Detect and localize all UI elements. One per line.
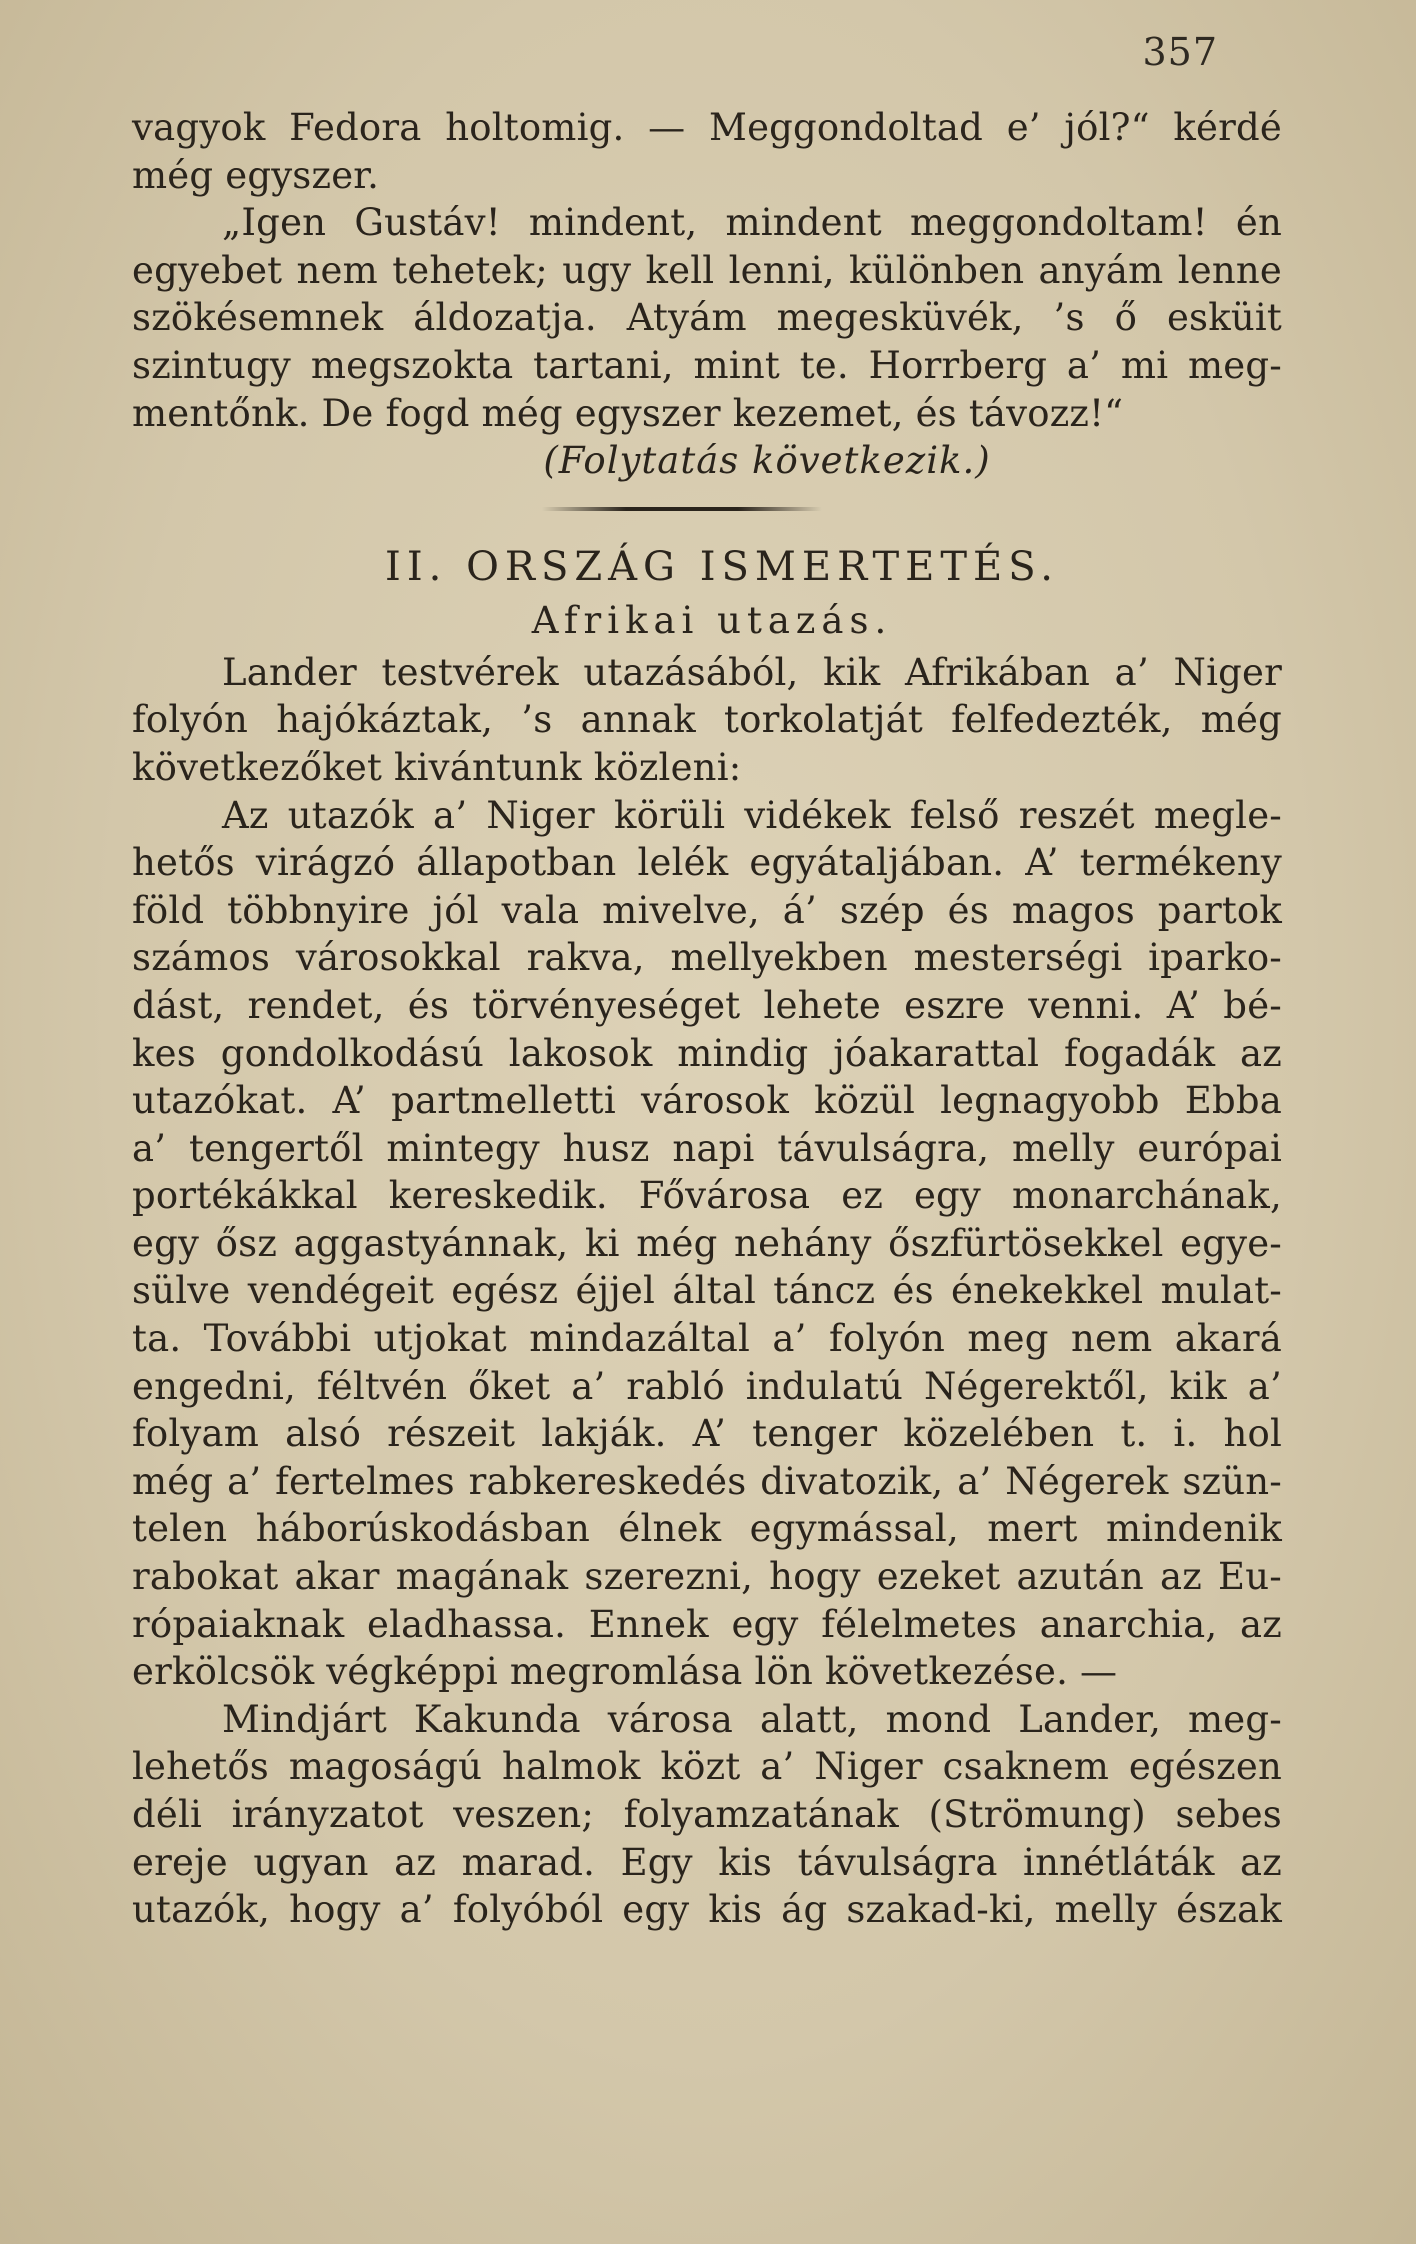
text-block — [132, 104, 1282, 1934]
text-line: „Igen Gustáv! mindent, mindent meggondoltam! én — [222, 201, 1282, 245]
text-line: egy ősz aggastyánnak, ki még nehány őszfürtösekkel egye- — [132, 1221, 1282, 1265]
text-line: egyebet nem tehetek; ugy kell lenni, különben anyám lenne — [132, 248, 1282, 292]
article-title: Afrikai utazás. — [531, 598, 893, 642]
continuation-note: (Folytatás következik.) — [543, 439, 991, 483]
text-line: szökésemnek áldozatja. Atyám megesküvék, ’s ő esküit — [132, 296, 1282, 340]
page-number: 357 — [1142, 30, 1218, 74]
text-line: utazók, hogy a’ folyóból egy kis ág szakad-ki, melly észak — [132, 1888, 1282, 1932]
text-line: vagyok Fedora holtomig. — Meggondoltad e’ jól?“ kérdé — [132, 106, 1282, 149]
text-line: erkölcsök végképpi megromlása lön következése. — — [132, 1650, 1118, 1694]
text-line: még a’ fertelmes rabkereskedés divatozik, a’ Négerek szün- — [132, 1459, 1282, 1503]
text-line: rabokat akar magának szerezni, hogy ezeket azután az Eu- — [132, 1555, 1282, 1599]
text-line: ereje ugyan az marad. Egy kis távulságra innétláták az — [132, 1840, 1282, 1884]
text-line: portékákkal kereskedik. Fővárosa ez egy monarchának, — [132, 1174, 1282, 1218]
text-line: számos városokkal rakva, mellyekben mesterségi iparko- — [132, 936, 1282, 980]
section-divider — [542, 507, 822, 511]
text-line: dást, rendet, és törvényeséget lehete eszre venni. A’ bé- — [132, 983, 1282, 1027]
text-line: Mindjárt Kakunda városa alatt, mond Lander, meg- — [222, 1697, 1282, 1741]
text-line: Lander testvérek utazásából, kik Afrikában a’ Niger — [222, 650, 1282, 694]
text-line: telen háborúskodásban élnek egymással, mert mindenik — [132, 1507, 1282, 1551]
text-line: következőket kivántunk közleni: — [132, 745, 742, 789]
text-line: még egyszer. — [132, 153, 380, 197]
section-heading: II. ORSZÁG ISMERTETÉS. — [385, 543, 1059, 590]
text-line: engedni, féltvén őket a’ rabló indulatú Négerektől, kik a’ — [132, 1364, 1282, 1408]
text-line: hetős virágzó állapotban lelék egyátaljában. A’ termékeny — [132, 841, 1282, 885]
text-line: a’ tengertől mintegy husz napi távulságra, melly európai — [132, 1126, 1282, 1170]
text-line: rópaiaknak eladhassa. Ennek egy félelmetes anarchia, az — [132, 1602, 1282, 1646]
text-line: szintugy megszokta tartani, mint te. Horrberg a’ mi meg- — [132, 343, 1282, 387]
text-line: déli irányzatot veszen; folyamzatának (Strömung) sebes — [132, 1793, 1282, 1836]
text-line: lehetős magoságú halmok közt a’ Niger csaknem egészen — [132, 1745, 1282, 1789]
text-line: Az utazók a’ Niger körüli vidékek felső reszét megle- — [222, 793, 1282, 837]
text-line: sülve vendégeit egész éjjel által táncz és énekekkel mulat- — [132, 1269, 1282, 1313]
text-line: folyón hajókáztak, ’s annak torkolatját felfedezték, még — [132, 698, 1282, 742]
text-line: ta. További utjokat mindazáltal a’ folyón meg nem akará — [132, 1317, 1282, 1361]
text-line: folyam alsó részeit lakják. A’ tenger közelében t. i. hol — [132, 1412, 1282, 1456]
text-line: utazókat. A’ partmelletti városok közül legnagyobb Ebba — [132, 1079, 1282, 1123]
text-line: mentőnk. De fogd még egyszer kezemet, és távozz!“ — [132, 391, 1124, 435]
text-line: kes gondolkodású lakosok mindig jóakarattal fogadák az — [132, 1031, 1282, 1075]
text-line: föld többnyire jól vala mivelve, á’ szép és magos partok — [132, 888, 1282, 932]
